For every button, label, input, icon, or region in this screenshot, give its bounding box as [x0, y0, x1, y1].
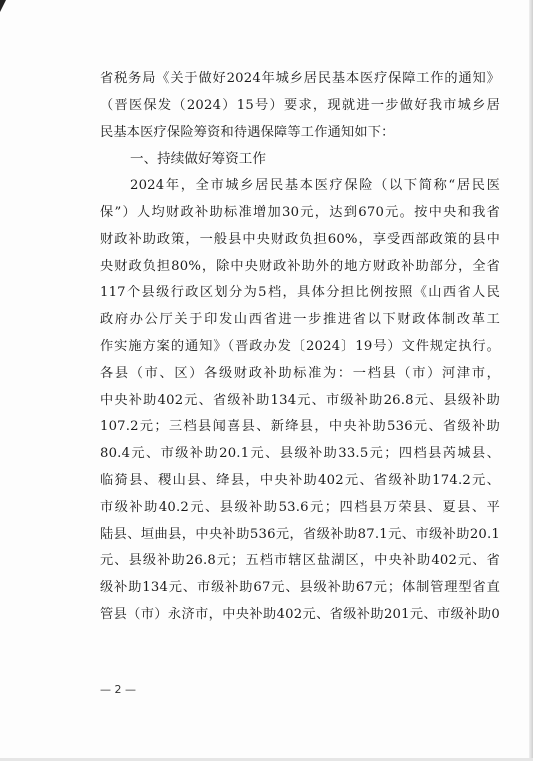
paragraph-line: 2024年，全市城乡居民基本医疗保险（以下简称“居民医 — [130, 178, 500, 194]
page-number: — 2 — — [100, 683, 136, 696]
intro-line: 省税务局《关于做好2024年城乡居民基本医疗保障工作的通知》 — [100, 71, 500, 86]
paragraph-line: 107.2元；三档县闻喜县、新绛县，中央补助536元、省级补助 — [100, 419, 500, 435]
paragraph-line: 陆县、垣曲县，中央补助536元，省级补助87.1元、市级补助20.1 — [100, 526, 500, 542]
paragraph-line: 80.4元、市级补助20.1元、县级补助33.5元；四档县芮城县、 — [100, 446, 500, 462]
scan-corner-mark — [0, 0, 6, 12]
paragraph-line: 级补助134元、市级补助67元、县级补助67元；体制管理型省直 — [100, 580, 500, 596]
paragraph-line: 临猗县、稷山县、绛县，中央补助402元、省级补助174.2元、 — [100, 472, 500, 488]
intro-line: （晋医保发（2024）15号）要求，现就进一步做好我市城乡居 — [100, 97, 500, 113]
scan-edge-shadow — [529, 0, 533, 761]
intro-line: 民基本医疗保险筹资和待遇保障等工作通知如下： — [100, 124, 395, 140]
paragraph-line: 作实施方案的通知》（晋政办发〔2024〕19号）文件规定执行。 — [100, 338, 500, 354]
section-heading: 一、持续做好筹资工作 — [130, 151, 266, 168]
paragraph-line: 财政补助政策，一般县中央财政负担60%，享受西部政策的县中 — [100, 231, 500, 247]
paragraph-line: 117个县级行政区划分为5档，具体分担比例按照《山西省人民 — [100, 285, 500, 301]
paragraph-line: 管县（市）永济市，中央补助402元、省级补助201元、市级补助0 — [100, 606, 500, 622]
paragraph-line: 中央补助402元、省级补助134元、市级补助26.8元、县级补助 — [100, 392, 500, 408]
paragraph-line: 政府办公厅关于印发山西省进一步推进省以下财政体制改革工 — [100, 312, 500, 328]
paragraph-line: 央财政负担80%，除中央财政补助外的地方财政补助部分，全省 — [100, 258, 500, 274]
paragraph-line: 市级补助40.2元、县级补助53.6元；四档县万荣县、夏县、平 — [100, 499, 500, 515]
paragraph-line: 保”）人均财政补助标准增加30元，达到670元。按中央和我省 — [100, 204, 500, 220]
document-body — [100, 66, 500, 629]
paragraph-line: 各县（市、区）各级财政补助标准为：一档县（市）河津市， — [100, 365, 500, 381]
paragraph-line: 元、县级补助26.8元；五档市辖区盐湖区，中央补助402元、省 — [100, 553, 500, 569]
